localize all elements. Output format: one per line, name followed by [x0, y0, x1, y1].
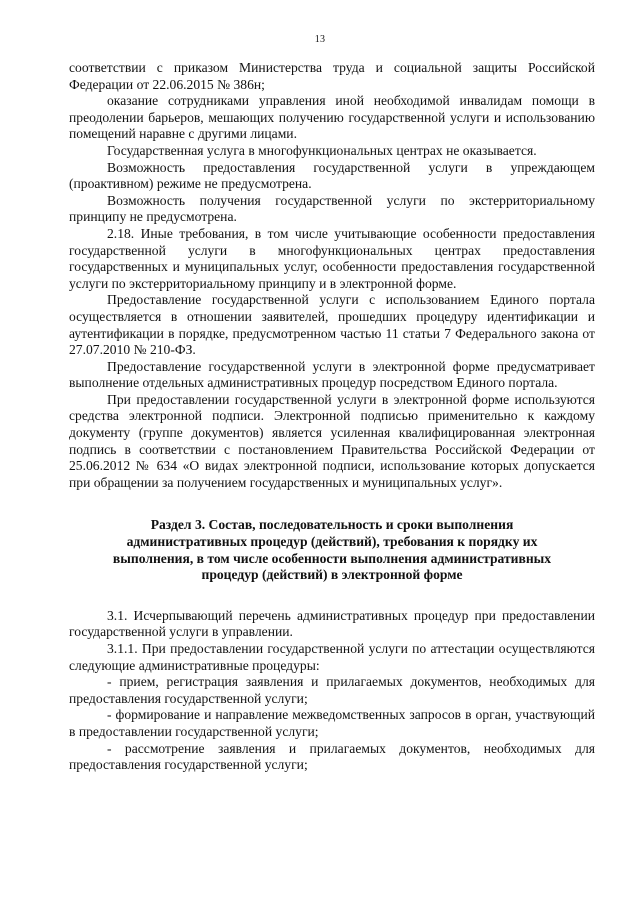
heading-line: выполнения, в том числе особенности выполнения административных — [112, 550, 552, 566]
paragraph-2: оказание сотрудниками управления иной необходимой инвалидам помощи в преодолении барьеров, мешающих получению государственной услуги и использованию помещений наравне с другими лицами. — [69, 93, 595, 142]
paragraph-electronic-form: Предоставление государственной услуги в электронной форме предусматривает выполнение отдельных административных процедур посредством Единого портала. — [69, 358, 595, 391]
list-item: - формирование и направление межведомственных запросов в орган, участвующий в предоставлении государственной услуги; — [69, 707, 595, 739]
paragraph-1: соответствии с приказом Министерства труда и социальной защиты Российской Федерации от 22.06.2015 № 386н; — [69, 60, 595, 92]
paragraph-5: Возможность получения государственной услуги по экстерриториальному принципу не предусмотрена. — [69, 192, 595, 225]
list-item: - рассмотрение заявления и прилагаемых документов, необходимых для предоставления государственной услуги; — [69, 740, 595, 773]
document-body — [69, 60, 595, 774]
paragraph-3-1-1: 3.1.1. При предоставлении государственной услуги по аттестации осуществляются следующие административные процедуры: — [69, 641, 595, 673]
section-3-heading — [69, 517, 595, 583]
paragraph-2-18: 2.18. Иные требования, в том числе учитывающие особенности предоставления государственной услуги в многофункциональных центрах предоставления государственных и муниципальных услуг, особенности предоставления государственной услуги по экстерриториальному принципу и в электронной форме. — [69, 225, 595, 291]
heading-line: административных процедур (действий), требования к порядку их — [126, 534, 538, 550]
paragraph-portal: Предоставление государственной услуги с использованием Единого портала осуществляется в отношении заявителей, прошедших процедуру идентификации и аутентификации в порядке, предусмотренном частью 11 статьи 7 Федерального закона от 27.07.2010 № 210-ФЗ. — [69, 292, 595, 358]
heading-line: Раздел 3. Состав, последовательность и сроки выполнения — [150, 517, 514, 533]
heading-line: процедур (действий) в электронной форме — [201, 567, 463, 583]
list-item: - прием, регистрация заявления и прилагаемых документов, необходимых для предоставления государственной услуги; — [69, 674, 595, 706]
paragraph-3: Государственная услуга в многофункциональных центрах не оказывается. — [107, 142, 537, 158]
paragraph-4: Возможность предоставления государственной услуги в упреждающем (проактивном) режиме не предусмотрена. — [69, 159, 595, 192]
paragraph-3-1: 3.1. Исчерпывающий перечень административных процедур при предоставлении государственной услуги в управлении. — [69, 607, 595, 640]
paragraph-electronic-signature: При предоставлении государственной услуги в электронной форме используются средства электронной подписи. Электронной подписью применительно к каждому документу (группе документов) является усиленная квалифицированная электронная подпись в соответствии с постановлением Правительства Российской Федерации от 25.06.2012 № 634 «О видах электронной подписи, использование которых допускается при обращении за получением государственных и муниципальных услуг». — [69, 391, 595, 490]
page-number: 13 — [314, 34, 326, 45]
